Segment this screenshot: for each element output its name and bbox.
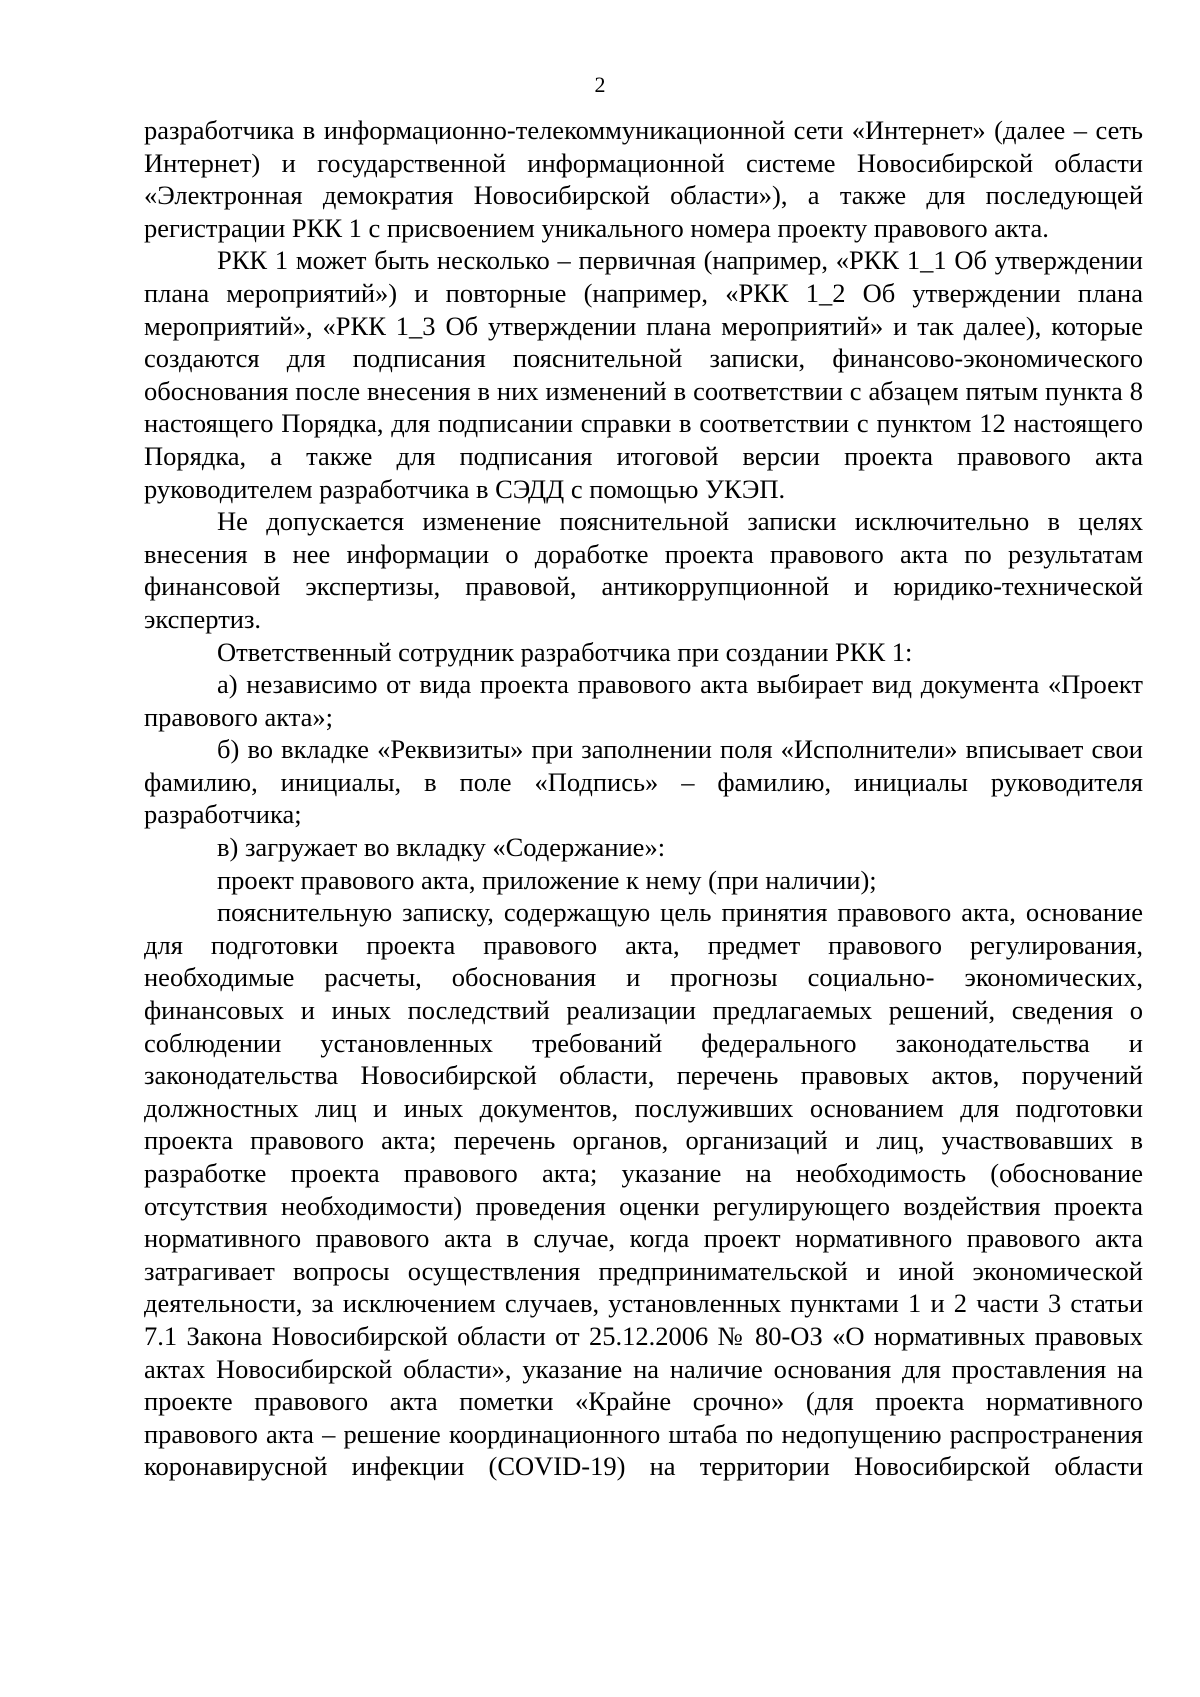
paragraph-draft-act: проект правового акта, приложение к нему (при наличии);	[217, 864, 877, 895]
document-body	[144, 114, 1143, 1483]
paragraph-responsible-employee: Ответственный сотрудник разработчика при создании РКК 1:	[217, 636, 913, 667]
page-number: 2	[594, 72, 606, 97]
paragraph-explanatory-note: пояснительную записку, содержащую цель принятия правового акта, основание для подготовки проекта правового акта, предмет правового регулирования, необходимые расчеты, обоснования и прогнозы социально- экономических, финансовых и иных последствий реализации предлагаемых решений, сведения о соблюдении установленных требований федерального законодательства и законодательства Новосибирской области, перечень правовых актов, поручений должностных лиц и иных документов, послуживших основанием для подготовки проекта правового акта; перечень органов, организаций и лиц, участвовавших в разработке проекта правового акта; указание на необходимость (обоснование отсутствия необходимости) проведения оценки регулирующего воздействия проекта нормативного правового акта в случае, когда проект нормативного правового акта затрагивает вопросы осуществления предпринимательской и иной экономической деятельности, за исключением случаев, установленных пунктами 1 и 2 части 3 статьи 7.1 Закона Новосибирской области от 25.12.2006 № 80-ОЗ «О нормативных правовых актах Новосибирской области», указание на наличие основания для проставления на проекте правового акта пометки «Крайне срочно» (для проекта нормативного правового акта – решение координационного штаба по недопущению распространения коронавирусной инфекции (COVID-19) на территории Новосибирской области	[144, 897, 1143, 1482]
paragraph-continuation: разработчика в информационно-телекоммуникационной сети «Интернет» (далее – сеть Интернет) и государственной информационной системе Новосибирской области «Электронная демократия Новосибирской области»), а также для последующей регистрации РКК 1 с присвоением уникального номера проекту правового акта.	[144, 115, 1143, 243]
list-item-a: а) независимо от вида проекта правового акта выбирает вид документа «Проект правового акта»;	[144, 669, 1143, 732]
paragraph-note-restriction: Не допускается изменение пояснительной записки исключительно в целях внесения в нее информации о доработке проекта правового акта по результатам финансовой экспертизы, правовой, антикоррупционной и юридико-технической экспертиз.	[144, 506, 1143, 634]
list-item-c: в) загружает во вкладку «Содержание»:	[217, 832, 666, 863]
list-item-b: б) во вкладке «Реквизиты» при заполнении поля «Исполнители» вписывает свои фамилию, инициалы, в поле «Подпись» – фамилию, инициалы руководителя разработчика;	[144, 734, 1143, 830]
paragraph-rkk-versions: РКК 1 может быть несколько – первичная (например, «РКК 1_1 Об утверждении плана мероприятий») и повторные (например, «РКК 1_2 Об утверждении плана мероприятий», «РКК 1_3 Об утверждении плана мероприятий» и так далее), которые создаются для подписания пояснительной записки, финансово-экономического обоснования после внесения в них изменений в соответствии с абзацем пятым пункта 8 настоящего Порядка, для подписании справки в соответствии с пунктом 12 настоящего Порядка, а также для подписания итоговой версии проекта правового акта руководителем разработчика в СЭДД с помощью УКЭП.	[144, 245, 1143, 504]
